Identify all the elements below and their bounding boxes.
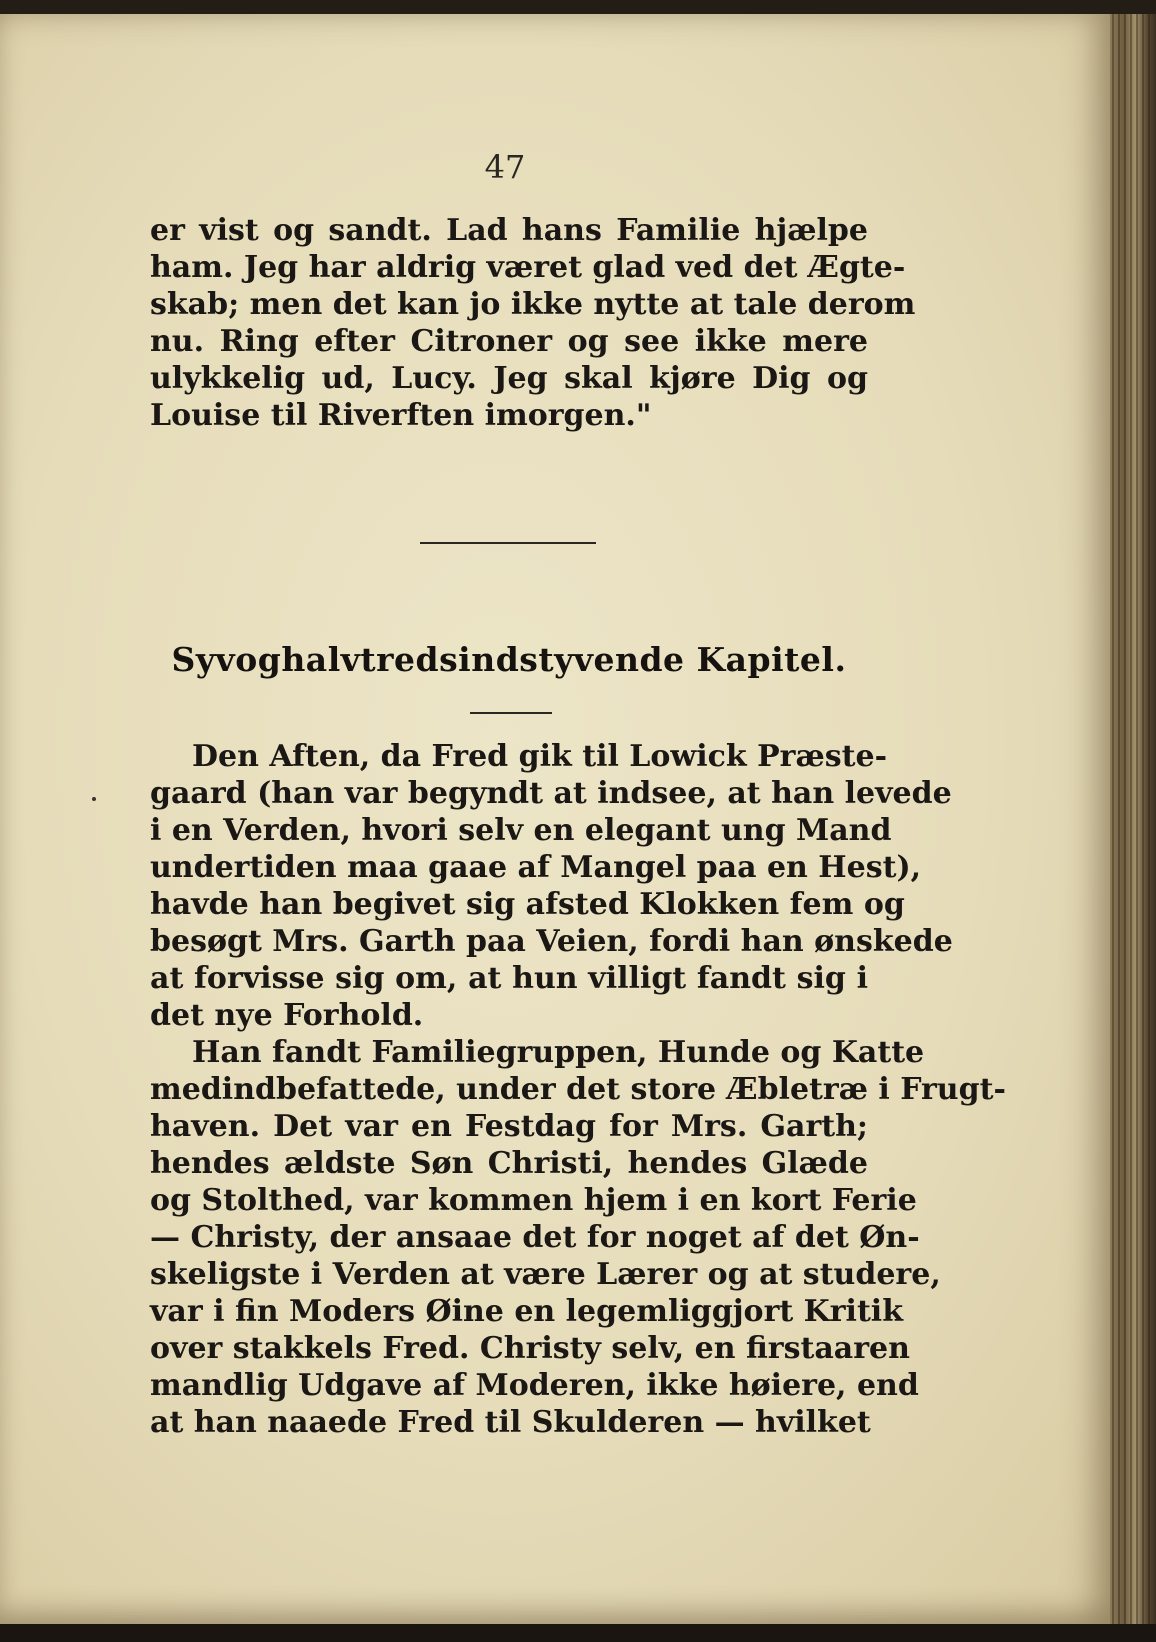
text-line: — Christy, der ansaae det for noget af det Øn- <box>150 1220 920 1255</box>
text-line: var i fin Moders Øine en legemliggjort Kritik <box>150 1294 903 1329</box>
top-paragraph <box>150 212 916 434</box>
text-line: havde han begivet sig afsted Klokken fem og <box>150 887 905 922</box>
text-line: mandlig Udgave af Moderen, ikke høiere, end <box>150 1368 919 1403</box>
section-divider <box>420 542 596 544</box>
text-line: er vist og sandt. Lad hans Familie hjælpe <box>150 213 868 248</box>
text-line: undertiden maa gaae af Mangel paa en Hest), <box>150 850 922 885</box>
heading-rule <box>470 712 552 714</box>
text-line: at han naaede Fred til Skulderen — hvilket <box>150 1405 871 1440</box>
text-line: skeligste i Verden at være Lærer og at studere, <box>150 1257 941 1292</box>
page-edges <box>1112 14 1154 1624</box>
text-line: i en Verden, hvori selv en elegant ung Mand <box>150 813 892 848</box>
text-line: ulykkelig ud, Lucy. Jeg skal kjøre Dig og <box>150 361 868 396</box>
text-line: besøgt Mrs. Garth paa Veien, fordi han ønskede <box>150 924 953 959</box>
page-number: 47 <box>484 148 526 186</box>
top-edge <box>0 0 1156 14</box>
margin-mark <box>92 797 96 801</box>
text-line: at forvisse sig om, at hun villigt fandt sig i <box>150 961 868 996</box>
body-paragraph-1 <box>150 738 953 1034</box>
text-line: Den Aften, da Fred gik til Lowick Præste- <box>192 739 888 774</box>
chapter-heading: Syvoghalvtredsindstyvende Kapitel. <box>171 640 847 679</box>
bottom-edge <box>0 1624 1156 1642</box>
text-line: det nye Forhold. <box>150 998 424 1033</box>
body-paragraph-2 <box>150 1034 1006 1441</box>
text-line: Han fandt Familiegruppen, Hunde og Katte <box>192 1035 925 1070</box>
text-line: skab; men det kan jo ikke nytte at tale derom <box>150 287 916 322</box>
text-line: hendes ældste Søn Christi, hendes Glæde <box>150 1146 868 1181</box>
text-line: haven. Det var en Festdag for Mrs. Garth; <box>150 1109 868 1144</box>
text-line: nu. Ring efter Citroner og see ikke mere <box>150 324 868 359</box>
text-line: medindbefattede, under det store Æbletræ i Frugt- <box>150 1072 1006 1107</box>
text-line: gaard (han var begyndt at indsee, at han levede <box>150 776 952 811</box>
text-line: Louise til Riverften imorgen." <box>150 398 652 433</box>
text-line: over stakkels Fred. Christy selv, en firstaaren <box>150 1331 910 1366</box>
text-line: ham. Jeg har aldrig været glad ved det Ægte- <box>150 250 906 285</box>
text-line: og Stolthed, var kommen hjem i en kort Ferie <box>150 1183 917 1218</box>
